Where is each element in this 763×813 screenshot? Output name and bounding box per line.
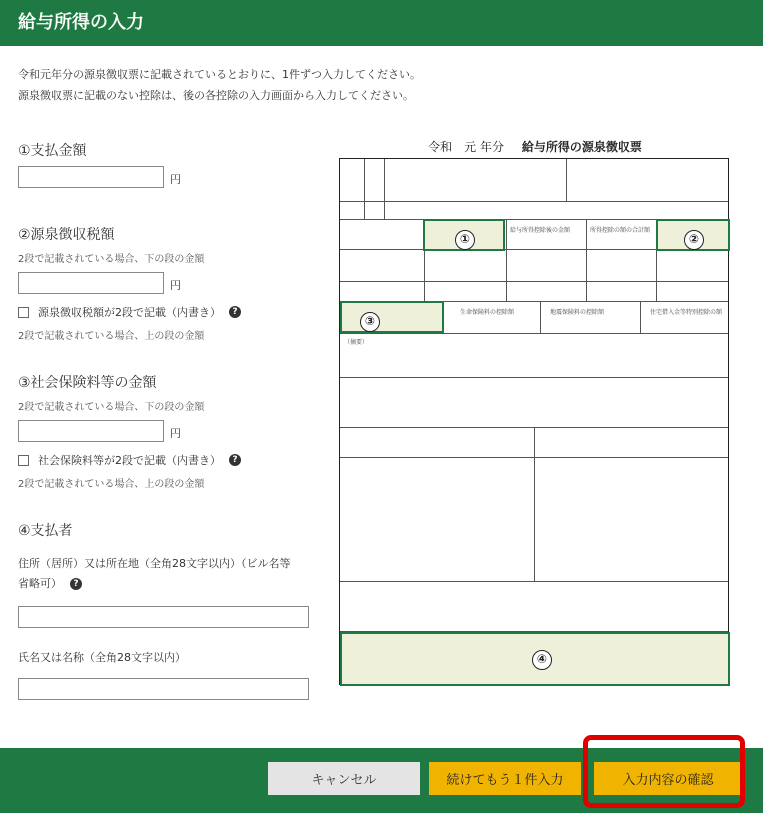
social-note-upper: 2段で記載されている場合、上の段の金額 [18,479,205,490]
payment-title: ①支払金額 [18,143,87,159]
payer-address-label-line1: 住所（居所）又は所在地（全角28文字以内）（ビル名等 [18,557,291,570]
intro-text [18,64,748,106]
slip-withholding-field [656,219,730,251]
help-icon[interactable]: ? [70,578,82,590]
slip-badge-4: ④ [532,650,552,670]
social-note-lower: 2段で記載されている場合、下の段の金額 [18,402,205,413]
payer-address-label-line2: 省略可） [18,577,62,590]
payment-unit: 円 [170,173,181,186]
payer-title: ④支払者 [18,523,73,539]
payer-name-input[interactable] [18,678,309,700]
help-icon[interactable]: ? [229,306,241,318]
payer-address-input[interactable] [18,606,309,628]
social-title: ③社会保険料等の金額 [18,375,157,391]
slip-title [340,138,730,155]
social-two-tier-row [18,452,241,468]
withholding-slip-image: 給与所得控除後の金額 所得控除の額の合計額 住宅借入金等特別控除の額 生命保険料の控除額 地震保険料の控除額 （摘要） ① ② ③ ④ [339,158,729,685]
intro-line-1: 令和元年分の源泉徴収票に記載されているとおりに、1件ずつ入力してください。 [18,68,421,81]
withholding-unit: 円 [170,279,181,292]
intro-line-2: 源泉徴収票に記載のない控除は、後の各控除の入力画面から入力してください。 [18,89,414,102]
slip-payer-field [340,632,730,686]
withholding-title: ②源泉徴収税額 [18,227,115,243]
payer-address-label [18,554,323,594]
slip-badge-2: ② [684,230,704,250]
withholding-two-tier-checkbox[interactable] [18,307,29,318]
payment-amount-input[interactable] [18,166,164,188]
withholding-two-tier-row [18,304,241,320]
payer-address-label-line2-row [18,574,323,594]
slip-year: 令和 元 年分 [428,140,504,154]
withholding-note-lower: 2段で記載されている場合、下の段の金額 [18,254,205,265]
withholding-two-tier-label: 源泉徴収税額が2段で記載（内書き） [38,306,221,319]
social-two-tier-checkbox[interactable] [18,455,29,466]
help-icon[interactable]: ? [229,454,241,466]
page-header [0,0,763,46]
slip-payment-field [423,219,505,251]
add-another-button[interactable]: 続けてもう１件入力 [429,762,581,795]
confirm-input-button[interactable]: 入力内容の確認 [594,762,742,795]
withholding-amount-input[interactable] [18,272,164,294]
payer-name-label: 氏名又は名称（全角28文字以内） [18,651,186,664]
social-two-tier-label: 社会保険料等が2段で記載（内書き） [38,454,221,467]
cancel-button[interactable]: キャンセル [268,762,420,795]
withholding-note-upper: 2段で記載されている場合、上の段の金額 [18,331,205,342]
social-unit: 円 [170,427,181,440]
slip-badge-1: ① [455,230,475,250]
page-title: 給与所得の入力 [18,12,144,33]
slip-badge-3: ③ [360,312,380,332]
slip-name: 給与所得の源泉徴収票 [521,140,642,154]
slip-social-field [340,301,444,333]
social-amount-input[interactable] [18,420,164,442]
